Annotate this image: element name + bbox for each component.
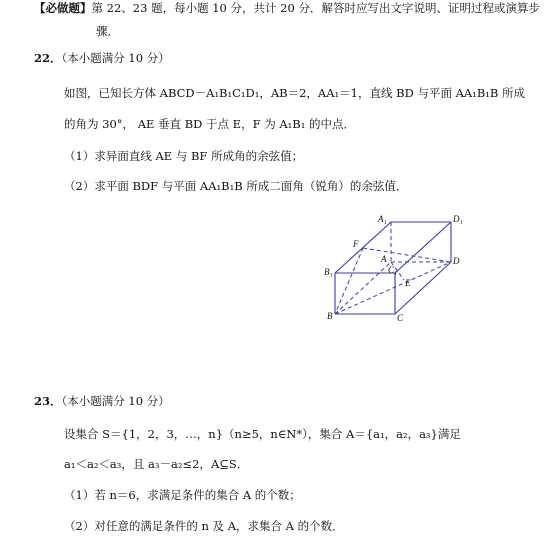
label-C1: C₁ [388,265,398,275]
label-E: E [405,278,411,288]
label-A: A [381,254,387,264]
header-text-line2: 骤． [96,24,119,38]
q22-part2: （2）求平面 BDF 与平面 AA₁B₁B 所成二面角（锐角）的余弦值． [64,179,408,193]
q22-text-line1: 如图，已知长方体 ABCD－A₁B₁C₁D₁，AB＝2，AA₁＝1，直线 BD 与平面 AA₁B₁B 所成 [64,86,525,100]
seg-f-d [363,248,451,262]
q23-heading [34,395,170,409]
q23-text-line1: 设集合 S＝{1，2，3，…，n}（n≥5，n∈N*），集合 A＝{a₁，a₂，a₃}满足 [64,427,461,441]
edge-d1-c1 [395,222,451,273]
q23-number: 23． [34,394,62,408]
label-B1: B₁ [324,267,333,277]
q22-part1: （1）求异面直线 AE 与 BF 所成角的余弦值； [64,149,304,163]
q23-text-line2: a₁＜a₂＜a₃，且 a₃－a₂≤2，A⊆S． [64,457,249,471]
label-F: F [353,239,359,249]
q22-number: 22． [34,51,62,65]
seg-f-b [335,248,363,314]
edge-b1-a1 [335,222,391,273]
label-C: C [397,313,404,323]
q23-score: （本小题满分 10 分） [61,394,170,408]
q22-score: （本小题满分 10 分） [61,51,170,65]
label-D: D [453,256,460,266]
q23-part2: （2）对任意的满足条件的 n 及 A，求集合 A 的个数． [64,519,344,533]
edge-b-a [335,262,391,314]
q23-part1: （1）若 n＝6，求满足条件的集合 A 的个数； [64,488,301,502]
edge-d-c [395,262,451,314]
q22-text-line2: 的角为 30°， AE 垂直 BD 于点 E，F 为 A₁B₁ 的中点． [64,117,356,131]
header-text-line1: 第 22、23 题，每小题 10 分，共计 20 分．解答时应写出文字说明、证明过程或演算步 [91,1,540,15]
label-A1: A₁ [378,214,387,224]
required-tag: 【必做题】 [34,1,92,15]
label-D1: D₁ [453,214,463,224]
label-B: B [327,311,333,321]
